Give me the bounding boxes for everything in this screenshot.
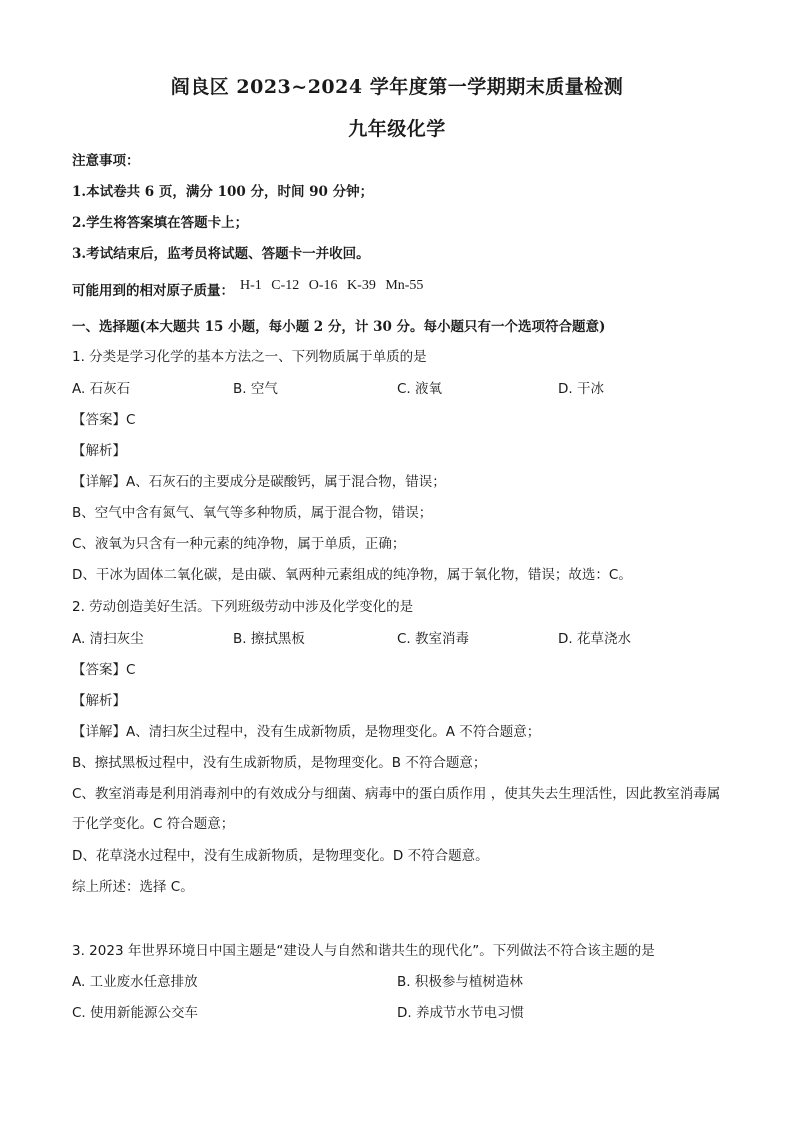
page-title: 阎良区 2023~2024 学年度第一学期期末质量检测 [170, 76, 624, 98]
question-2-answer: 【答案】C [72, 662, 136, 678]
question-1-detail-3: C、液氧为只含有一种元素的纯净物，属于单质，正确； [72, 536, 406, 552]
question-3-stem: 3. 2023 年世界环境日中国主题是“建设人与自然和谐共生的现代化”。下列做法不符合该主题的是 [72, 943, 655, 959]
question-3-option-a: A. 工业废水任意排放 [72, 974, 198, 990]
question-3-option-b: B. 积极参与植树造林 [397, 974, 523, 990]
question-2-option-c: C. 教室消毒 [397, 631, 470, 647]
question-1-option-d: D. 干冰 [558, 381, 604, 397]
question-2-option-a: A. 清扫灰尘 [72, 631, 144, 647]
question-1-option-a: A. 石灰石 [72, 381, 131, 397]
notes-heading: 注意事项： [72, 153, 140, 169]
question-2-detail-5: 综上所述：选择 C。 [72, 879, 194, 895]
question-1-option-b: B. 空气 [233, 381, 278, 397]
page-subtitle: 九年级化学 [348, 118, 446, 140]
atomic-mass-values: H-1 C-12 O-16 K-39 Mn-55 [240, 278, 424, 293]
question-1-detail-4: D、干冰为固体二氧化碳，是由碳、氧两种元素组成的纯净物，属于氧化物，错误；故选：C。 [72, 567, 632, 583]
question-3-option-d: D. 养成节水节电习惯 [397, 1005, 524, 1021]
question-2-detail-4: D、花草浇水过程中，没有生成新物质，是物理变化。D 不符合题意。 [72, 848, 489, 864]
question-2-stem: 2. 劳动创造美好生活。下列班级劳动中涉及化学变化的是 [72, 599, 414, 615]
question-2-detail-1: 【详解】A、清扫灰尘过程中，没有生成新物质，是物理变化。A 不符合题意； [72, 724, 541, 740]
note-item-3: 3.考试结束后，监考员将试题、答题卡一并收回。 [72, 246, 370, 262]
question-1-answer: 【答案】C [72, 412, 136, 428]
question-2-detail-2: B、擦拭黑板过程中，没有生成新物质，是物理变化。B 不符合题意； [72, 755, 487, 771]
question-2-analysis-label: 【解析】 [72, 693, 126, 709]
note-item-1: 1.本试卷共 6 页，满分 100 分，时间 90 分钟； [72, 184, 374, 200]
question-2-option-d: D. 花草浇水 [558, 631, 631, 647]
question-1-detail-1: 【详解】A、石灰石的主要成分是碳酸钙，属于混合物，错误； [72, 474, 446, 490]
question-3-option-c: C. 使用新能源公交车 [72, 1005, 199, 1021]
question-1-stem: 1. 分类是学习化学的基本方法之一、下列物质属于单质的是 [72, 349, 427, 365]
question-2-detail-3: C、教室消毒是利用消毒剂中的有效成分与细菌、病毒中的蛋白质作用 ，使其失去生理活性，因此教室消毒属于化学变化。C 符合题意； [72, 786, 721, 832]
question-1-analysis-label: 【解析】 [72, 443, 126, 459]
atomic-mass-label: 可能用到的相对原子质量： [72, 283, 234, 299]
question-1-detail-2: B、空气中含有氮气、氧气等多种物质，属于混合物，错误； [72, 505, 433, 521]
atomic-mass-line [72, 278, 424, 301]
note-item-2: 2.学生将答案填在答题卡上； [72, 215, 249, 231]
question-2-option-b: B. 擦拭黑板 [233, 631, 305, 647]
question-1-option-c: C. 液氧 [397, 381, 443, 397]
section-heading: 一、选择题(本大题共 15 小题，每小题 2 分，计 30 分。每小题只有一个选项符合题意) [72, 319, 606, 335]
